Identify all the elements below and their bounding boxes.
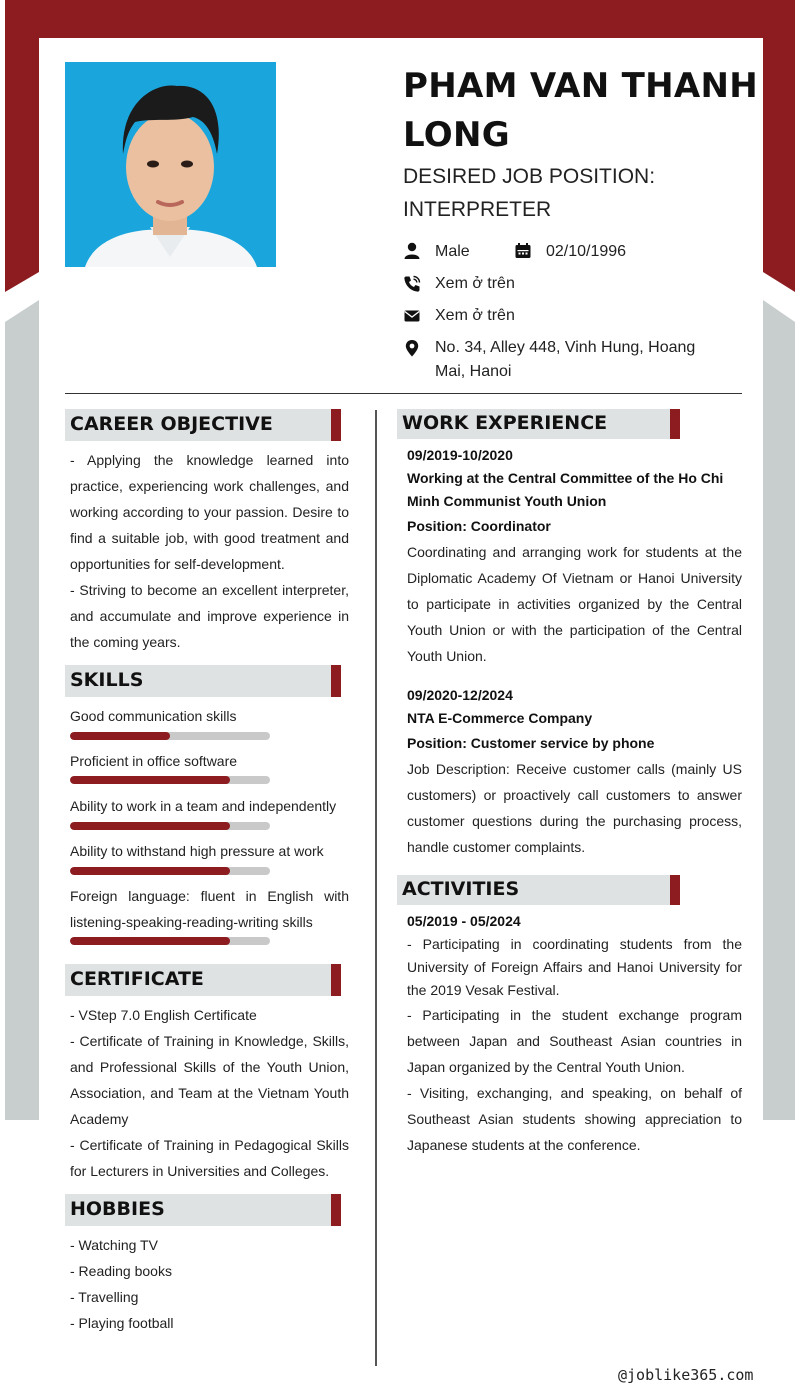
work-experience-heading: WORK EXPERIENCE [397, 409, 680, 439]
skill-fill [70, 732, 170, 740]
certificate-heading: CERTIFICATE [65, 964, 341, 996]
skill-label: Proficient in office software [70, 753, 238, 769]
job-position: Position: Customer service by phone [407, 735, 655, 751]
certificate-item: - Certificate of Training in Knowledge, Skills, and Professional Skills of the Youth Union, Association, and Team at the Vietnam Youth Academy [70, 1033, 349, 1127]
career-objective-paragraph: - Applying the knowledge learned into practice, experiencing work challenges, and working according to your passion. Desire to find a suitable job, with good treatment and opportunities for self-development. [70, 452, 349, 572]
skill-fill [70, 822, 230, 830]
skills-heading: SKILLS [65, 665, 341, 697]
calendar-icon [514, 242, 532, 260]
certificate-item: - Certificate of Training in Pedagogical Skills for Lecturers in Universities and Colleges. [70, 1137, 349, 1179]
profile-photo [65, 62, 276, 267]
career-objective-paragraph: - Striving to become an excellent interpreter, and accumulate and improve experience in the coming years. [70, 582, 349, 650]
job-period: 09/2019-10/2020 [407, 447, 513, 463]
job-period: 09/2020-12/2024 [407, 687, 513, 703]
activity-item: - Visiting, exchanging, and speaking, on behalf of Southeast Asian students showing appreciation to Japanese students at the conference. [407, 1085, 742, 1153]
job-company: NTA E-Commerce Company [407, 710, 593, 726]
skill-bar [70, 822, 270, 830]
hobby-item: - Watching TV [70, 1237, 158, 1253]
skill-label: Ability to work in a team and independently [70, 798, 337, 814]
skill-fill [70, 867, 230, 875]
header-divider [65, 393, 742, 394]
hobbies-list [70, 1232, 349, 1336]
job-position: Position: Coordinator [407, 518, 551, 534]
skill-fill [70, 776, 230, 784]
hobby-item: - Playing football [70, 1315, 174, 1331]
footer-watermark: @joblike365.com [618, 1366, 754, 1384]
email-value: Xem ở trên [435, 307, 515, 324]
activities-period: 05/2019 - 05/2024 [407, 913, 521, 929]
certificate-list [70, 1002, 349, 1184]
skill-bar [70, 732, 270, 740]
skill-label: Good communication skills [70, 708, 237, 724]
hobby-item: - Travelling [70, 1289, 139, 1305]
phone-value: Xem ở trên [435, 275, 515, 292]
activity-item: - Participating in the student exchange program between Japan and Southeast Asian countries in Japan organized by the Central Youth Union. [407, 1007, 742, 1075]
skill-fill [70, 937, 230, 945]
map-pin-icon [403, 339, 421, 357]
certificate-item: - VStep 7.0 English Certificate [70, 1007, 257, 1023]
skill-bar [70, 776, 270, 784]
hobbies-heading: HOBBIES [65, 1194, 341, 1226]
birthdate-value: 02/10/1996 [546, 243, 627, 260]
activity-item: - Participating in coordinating students from the University of Foreign Affairs and Hanoi University for the 2019 Vesak Festival. [407, 936, 742, 998]
candidate-name: PHAM VAN THANH LONG [403, 66, 759, 155]
career-objective-heading: CAREER OBJECTIVE [65, 409, 341, 441]
skill-label: Ability to withstand high pressure at work [70, 843, 324, 859]
user-icon [403, 242, 421, 260]
envelope-icon [403, 307, 421, 325]
address-value: No. 34, Alley 448, Vinh Hung, Hoang Mai, Hanoi [435, 339, 696, 380]
column-divider [375, 410, 377, 1366]
job-description: Job Description: Receive customer calls (mainly US customers) or proactively call customers to answer customer questions during the purchasing process, handle customer complaints. [407, 761, 742, 855]
phone-icon [403, 275, 421, 293]
activities-heading: ACTIVITIES [397, 875, 680, 905]
skill-bar [70, 937, 270, 945]
gender-value: Male [435, 243, 470, 260]
hobby-item: - Reading books [70, 1263, 172, 1279]
job-company: Working at the Central Committee of the Ho Chi Minh Communist Youth Union [407, 470, 724, 509]
career-objective-text [70, 447, 349, 655]
skill-label: Foreign language: fluent in English with listening-speaking-reading-writing skills [70, 888, 349, 930]
skill-bar [70, 867, 270, 875]
job-description: Coordinating and arranging work for students at the Diplomatic Academy Of Vietnam or Hanoi University to participate in activities organized by the Central Youth Union or with the participation of the Central Youth Union. [407, 544, 742, 664]
desired-position: DESIRED JOB POSITION: INTERPRETER [403, 165, 656, 221]
